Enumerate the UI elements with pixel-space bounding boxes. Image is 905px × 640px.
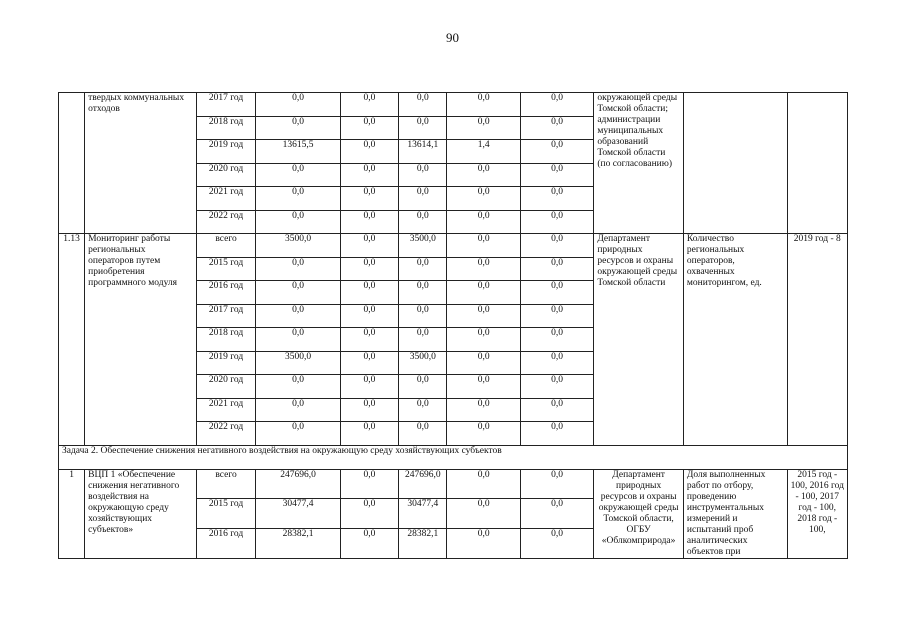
total-cell: 0,0 bbox=[256, 422, 341, 446]
federal-cell: 0,0 bbox=[340, 469, 398, 499]
total-cell: 30477,4 bbox=[256, 499, 341, 529]
regional-cell: 0,0 bbox=[399, 422, 447, 446]
year-cell: 2021 год bbox=[196, 398, 255, 422]
federal-cell: 0,0 bbox=[340, 187, 398, 211]
table-row bbox=[59, 234, 848, 258]
total-cell: 0,0 bbox=[256, 210, 341, 234]
municipal-cell: 0,0 bbox=[447, 328, 520, 352]
municipal-cell: 0,0 bbox=[447, 398, 520, 422]
table-row bbox=[59, 93, 848, 117]
other-sources-cell: 0,0 bbox=[520, 257, 593, 281]
target-value-cell: 2019 год - 8 bbox=[787, 234, 847, 446]
regional-cell: 0,0 bbox=[399, 187, 447, 211]
total-cell: 3500,0 bbox=[256, 351, 341, 375]
federal-cell: 0,0 bbox=[340, 499, 398, 529]
other-sources-cell: 0,0 bbox=[520, 116, 593, 140]
total-cell: 0,0 bbox=[256, 257, 341, 281]
year-cell: 2021 год bbox=[196, 187, 255, 211]
federal-cell: 0,0 bbox=[340, 304, 398, 328]
regional-cell: 0,0 bbox=[399, 93, 447, 117]
regional-cell: 0,0 bbox=[399, 116, 447, 140]
other-sources-cell: 0,0 bbox=[520, 375, 593, 399]
municipal-cell: 0,0 bbox=[447, 469, 520, 499]
regional-cell: 0,0 bbox=[399, 210, 447, 234]
total-cell: 0,0 bbox=[256, 328, 341, 352]
total-cell: 0,0 bbox=[256, 398, 341, 422]
municipal-cell: 0,0 bbox=[447, 116, 520, 140]
other-sources-cell: 0,0 bbox=[520, 328, 593, 352]
other-sources-cell: 0,0 bbox=[520, 499, 593, 529]
activity-name: ВЦП 1 «Обеспечение снижения негативного воздействия на окружающую среду хозяйствующих субъектов» bbox=[85, 469, 197, 558]
municipal-cell: 0,0 bbox=[447, 281, 520, 305]
other-sources-cell: 0,0 bbox=[520, 281, 593, 305]
year-cell: всего bbox=[196, 469, 255, 499]
block-solid-waste bbox=[59, 93, 848, 234]
task-2-section bbox=[59, 445, 848, 469]
block-vcp-1 bbox=[59, 469, 848, 558]
other-sources-cell: 0,0 bbox=[520, 210, 593, 234]
other-sources-cell: 0,0 bbox=[520, 528, 593, 558]
municipal-cell: 0,0 bbox=[447, 234, 520, 258]
indicator-cell: Доля выполненных работ по отбору, проведению инструментальных измерений и испытаний проб аналитических объектов при bbox=[683, 469, 787, 558]
year-cell: всего bbox=[196, 234, 255, 258]
year-cell: 2018 год bbox=[196, 116, 255, 140]
executor-cell: окружающей среды Томской области; администрации муниципальных образований Томской области (по согласованию) bbox=[594, 93, 684, 234]
regional-cell: 0,0 bbox=[399, 328, 447, 352]
table-row bbox=[59, 469, 848, 499]
year-cell: 2020 год bbox=[196, 375, 255, 399]
row-number: 1.13 bbox=[59, 234, 85, 446]
municipal-cell: 0,0 bbox=[447, 422, 520, 446]
federal-cell: 0,0 bbox=[340, 328, 398, 352]
regional-cell: 3500,0 bbox=[399, 234, 447, 258]
executor-cell: Департамент природных ресурсов и охраны окружающей среды Томской области bbox=[594, 234, 684, 446]
municipal-cell: 0,0 bbox=[447, 93, 520, 117]
total-cell: 3500,0 bbox=[256, 234, 341, 258]
municipal-cell: 0,0 bbox=[447, 187, 520, 211]
municipal-cell: 0,0 bbox=[447, 528, 520, 558]
regional-cell: 0,0 bbox=[399, 281, 447, 305]
indicator-cell: Количество региональных операторов, охваченных мониторингом, ед. bbox=[683, 234, 787, 446]
other-sources-cell: 0,0 bbox=[520, 163, 593, 187]
year-cell: 2019 год bbox=[196, 140, 255, 164]
municipal-cell: 0,0 bbox=[447, 304, 520, 328]
municipal-cell: 0,0 bbox=[447, 210, 520, 234]
page-number: 90 bbox=[446, 30, 459, 45]
federal-cell: 0,0 bbox=[340, 140, 398, 164]
total-cell: 0,0 bbox=[256, 375, 341, 399]
municipal-cell: 0,0 bbox=[447, 351, 520, 375]
regional-cell: 0,0 bbox=[399, 398, 447, 422]
activity-name: твердых коммунальных отходов bbox=[85, 93, 197, 234]
activity-name: Мониторинг работы региональных операторов путем приобретения программного модуля bbox=[85, 234, 197, 446]
year-cell: 2017 год bbox=[196, 304, 255, 328]
regional-cell: 13614,1 bbox=[399, 140, 447, 164]
federal-cell: 0,0 bbox=[340, 234, 398, 258]
year-cell: 2020 год bbox=[196, 163, 255, 187]
federal-cell: 0,0 bbox=[340, 375, 398, 399]
other-sources-cell: 0,0 bbox=[520, 234, 593, 258]
target-value-cell: 2015 год - 100, 2016 год - 100, 2017 год - 100, 2018 год - 100, bbox=[787, 469, 847, 558]
federal-cell: 0,0 bbox=[340, 116, 398, 140]
other-sources-cell: 0,0 bbox=[520, 304, 593, 328]
other-sources-cell: 0,0 bbox=[520, 351, 593, 375]
federal-cell: 0,0 bbox=[340, 528, 398, 558]
year-cell: 2016 год bbox=[196, 281, 255, 305]
total-cell: 247696,0 bbox=[256, 469, 341, 499]
block-monitoring bbox=[59, 234, 848, 446]
row-number: 1 bbox=[59, 469, 85, 558]
other-sources-cell: 0,0 bbox=[520, 469, 593, 499]
regional-cell: 3500,0 bbox=[399, 351, 447, 375]
total-cell: 13615,5 bbox=[256, 140, 341, 164]
federal-cell: 0,0 bbox=[340, 351, 398, 375]
federal-cell: 0,0 bbox=[340, 93, 398, 117]
federal-cell: 0,0 bbox=[340, 281, 398, 305]
regional-cell: 0,0 bbox=[399, 257, 447, 281]
year-cell: 2022 год bbox=[196, 422, 255, 446]
year-cell: 2018 год bbox=[196, 328, 255, 352]
target-value-cell bbox=[787, 93, 847, 234]
regional-cell: 0,0 bbox=[399, 304, 447, 328]
regional-cell: 0,0 bbox=[399, 163, 447, 187]
row-number bbox=[59, 93, 85, 234]
year-cell: 2019 год bbox=[196, 351, 255, 375]
regional-cell: 28382,1 bbox=[399, 528, 447, 558]
federal-cell: 0,0 bbox=[340, 398, 398, 422]
total-cell: 0,0 bbox=[256, 304, 341, 328]
regional-cell: 0,0 bbox=[399, 375, 447, 399]
year-cell: 2015 год bbox=[196, 257, 255, 281]
regional-cell: 30477,4 bbox=[399, 499, 447, 529]
total-cell: 0,0 bbox=[256, 116, 341, 140]
municipal-cell: 0,0 bbox=[447, 163, 520, 187]
municipal-cell: 0,0 bbox=[447, 257, 520, 281]
total-cell: 0,0 bbox=[256, 187, 341, 211]
federal-cell: 0,0 bbox=[340, 210, 398, 234]
year-cell: 2016 год bbox=[196, 528, 255, 558]
executor-cell: Департамент природных ресурсов и охраны окружающей среды Томской области, ОГБУ «Облкомприрода» bbox=[594, 469, 684, 558]
task-2-heading: Задача 2. Обеспечение снижения негативного воздействия на окружающую среду хозяйствующих субъектов bbox=[59, 445, 848, 469]
year-cell: 2015 год bbox=[196, 499, 255, 529]
regional-cell: 247696,0 bbox=[399, 469, 447, 499]
program-table bbox=[58, 92, 848, 559]
total-cell: 0,0 bbox=[256, 281, 341, 305]
indicator-cell bbox=[683, 93, 787, 234]
other-sources-cell: 0,0 bbox=[520, 93, 593, 117]
total-cell: 0,0 bbox=[256, 163, 341, 187]
municipal-cell: 0,0 bbox=[447, 499, 520, 529]
other-sources-cell: 0,0 bbox=[520, 140, 593, 164]
municipal-cell: 0,0 bbox=[447, 375, 520, 399]
federal-cell: 0,0 bbox=[340, 163, 398, 187]
year-cell: 2022 год bbox=[196, 210, 255, 234]
total-cell: 0,0 bbox=[256, 93, 341, 117]
other-sources-cell: 0,0 bbox=[520, 398, 593, 422]
total-cell: 28382,1 bbox=[256, 528, 341, 558]
municipal-cell: 1,4 bbox=[447, 140, 520, 164]
other-sources-cell: 0,0 bbox=[520, 187, 593, 211]
federal-cell: 0,0 bbox=[340, 422, 398, 446]
other-sources-cell: 0,0 bbox=[520, 422, 593, 446]
federal-cell: 0,0 bbox=[340, 257, 398, 281]
year-cell: 2017 год bbox=[196, 93, 255, 117]
